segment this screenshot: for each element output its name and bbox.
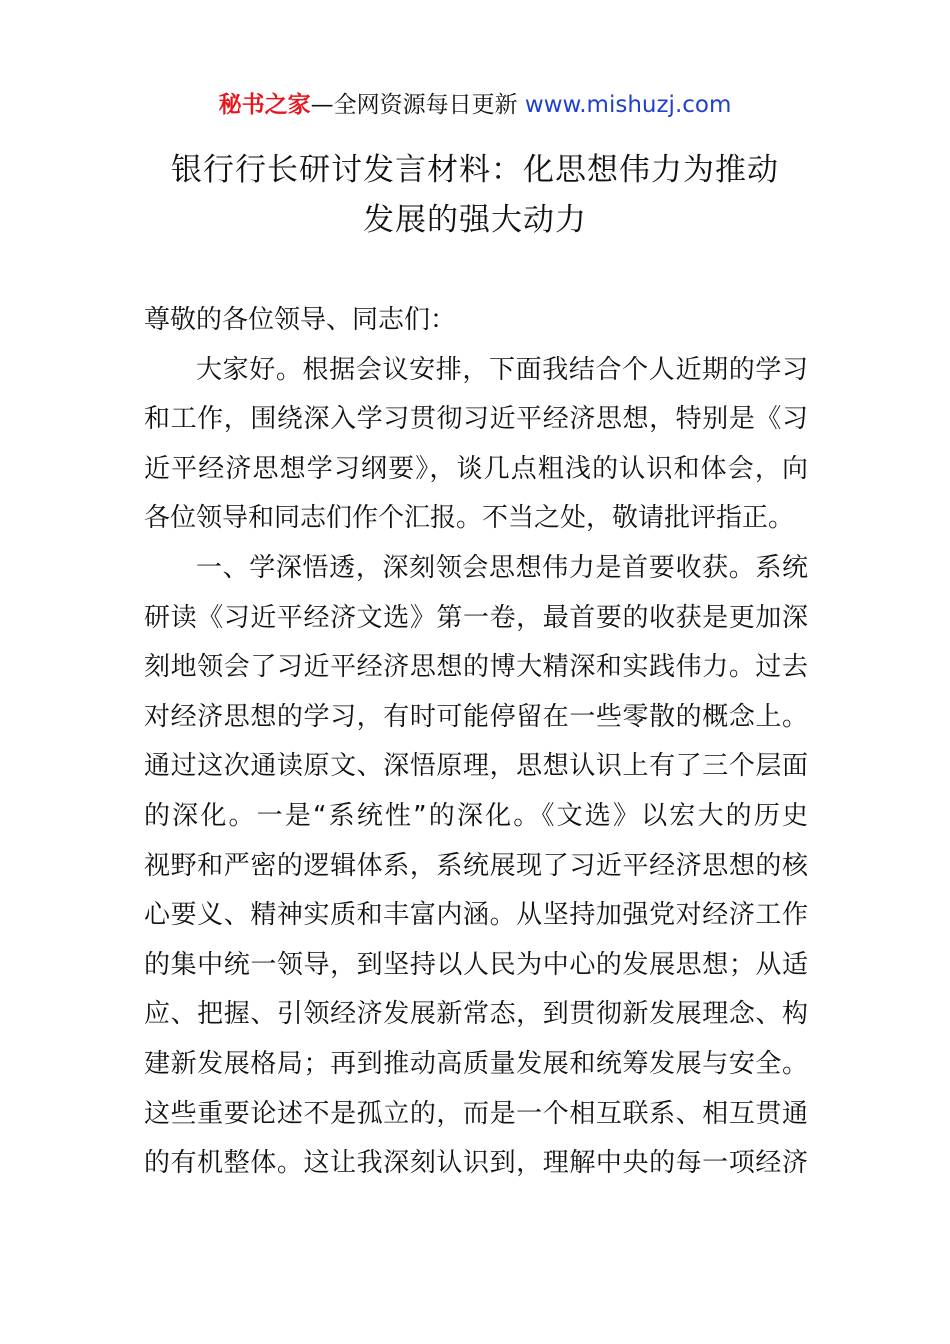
body-line: 和工作，围绕深入学习贯彻习近平经济思想，特别是《习 <box>144 404 808 435</box>
body-line: 的集中统一领导，到坚持以人民为中心的发展思想；从适 <box>144 949 808 980</box>
body-line: 应、把握、引领经济发展新常态，到贯彻新发展理念、构 <box>144 999 808 1030</box>
body-line: 这些重要论述不是孤立的，而是一个相互联系、相互贯通 <box>144 1098 808 1129</box>
body-line: 建新发展格局；再到推动高质量发展和统筹发展与安全。 <box>144 1048 808 1079</box>
body-line: 视野和严密的逻辑体系，系统展现了习近平经济思想的核 <box>144 850 808 881</box>
body-line: 各位领导和同志们作个汇报。不当之处，敬请批评指正。 <box>144 503 795 534</box>
body-line: 近平经济思想学习纲要》，谈几点粗浅的认识和体会，向 <box>144 453 808 484</box>
document-body <box>144 296 808 1189</box>
body-line: 通过这次通读原文、深悟原理，思想认识上有了三个层面 <box>144 751 808 782</box>
body-line: 的有机整体。这让我深刻认识到，理解中央的每一项经济 <box>144 1148 808 1179</box>
body-line: 的深化。一是“系统性”的深化。《文选》以宏大的历史 <box>144 800 808 831</box>
title-line-1: 银行行长研讨发言材料：化思想伟力为推动 <box>171 152 779 188</box>
title-line-2: 发展的强大动力 <box>363 202 587 238</box>
body-line: 刻地领会了习近平经济思想的博大精深和实践伟力。过去 <box>144 652 808 683</box>
body-line: 对经济思想的学习，有时可能停留在一些零散的概念上。 <box>144 701 808 732</box>
site-url[interactable]: www.mishuzj.com <box>524 92 732 118</box>
body-line: 大家好。根据会议安排，下面我结合个人近期的学习 <box>196 354 808 385</box>
document-title <box>100 145 850 245</box>
body-line: 研读《习近平经济文选》第一卷，最首要的收获是更加深 <box>144 602 808 633</box>
page-header <box>0 88 950 122</box>
header-tagline: —全网资源每日更新 <box>310 92 518 118</box>
body-line: 心要义、精神实质和丰富内涵。从坚持加强党对经济工作 <box>144 900 808 931</box>
salutation: 尊敬的各位领导、同志们： <box>144 305 457 335</box>
brand-name: 秘书之家 <box>218 92 311 118</box>
body-line: 一、学深悟透，深刻领会思想伟力是首要收获。系统 <box>196 552 808 583</box>
